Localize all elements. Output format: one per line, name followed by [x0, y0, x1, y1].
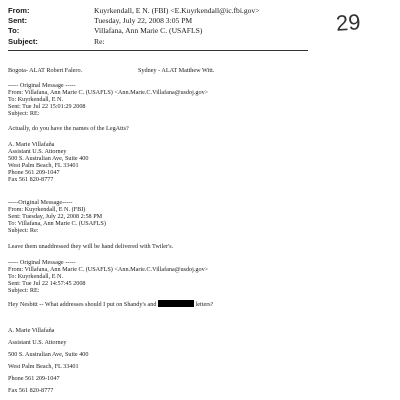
msg2-from: From: Kuyrkendall, E N. (FBI) — [8, 206, 86, 213]
msg1-from: From: Villafana, Ann Marie C. (USAFLS) <Ann.Marie.C.Villafana@usdoj.gov> — [8, 89, 209, 96]
msg1-sent: Sent: Tue Jul 22 15:01:29 2008 — [8, 103, 86, 110]
to-label: To: — [8, 26, 20, 35]
msg3-from: From: Villafana, Ann Marie C. (USAFLS) <Ann.Marie.C.Villafana@usdoj.gov> — [8, 266, 209, 273]
msg3-text-before: Hey Nesbitt -- What addresses should I put on Shandy's and — [8, 301, 157, 308]
msg1-sig-city: West Palm Beach, FL 33401 — [8, 162, 79, 169]
msg3-to: To: Kuyrkendall, E N. — [8, 273, 64, 280]
msg1-to: To: Kuyrkendall, E N. — [8, 96, 64, 103]
subject-value: Re: — [94, 37, 105, 46]
msg2-subject: Subject: Re: — [8, 227, 39, 234]
msg3-subject: Subject: RE: — [8, 287, 40, 294]
msg1-sig-phone: Phone 561 209-1047 — [8, 169, 60, 176]
msg3-sig-title: Assistant U.S. Attorney — [8, 339, 67, 346]
sent-value: Tuesday, July 22, 2008 3:05 PM — [94, 16, 193, 25]
msg3-separator: ----- Original Message ----- — [8, 259, 76, 266]
msg1-sig-street: 500 S. Australian Ave, Suite 400 — [8, 155, 89, 162]
from-label: From: — [8, 6, 30, 15]
header-divider — [8, 50, 308, 51]
msg1-sig-fax: Fax 561 820-8777 — [8, 176, 54, 183]
msg3-text — [8, 300, 213, 309]
msg1-separator: ----- Original Message ----- — [8, 82, 76, 89]
msg2-sent: Sent: Tuesday, July 22, 2008 2:58 PM — [8, 213, 103, 220]
to-value: Villafana, Ann Marie C. (USAFLS) — [94, 26, 203, 35]
msg3-sig-name: A. Marie Villafaña — [8, 327, 55, 334]
msg3-text-after: letters? — [195, 301, 214, 308]
msg1-sig-name: A. Marie Villafaña — [8, 141, 55, 148]
msg2-text: Leave them unaddressed they will be hand delivered with Twiler's. — [8, 243, 174, 250]
handwritten-page-number: 29 — [335, 9, 362, 36]
msg3-sig-street: 500 S. Australian Ave, Suite 400 — [8, 351, 89, 358]
subject-label: Subject: — [8, 37, 38, 46]
msg3-sig-city: West Palm Beach, FL 33401 — [8, 363, 79, 370]
msg3-sent: Sent: Tue Jul 22 14:57:45 2008 — [8, 280, 86, 287]
msg3-sig-fax: Fax 561 820-8777 — [8, 387, 54, 394]
intro-bogota: Bogota- ALAT Robert Falero. — [8, 67, 83, 74]
sent-label: Sent: — [8, 16, 27, 25]
intro-sydney: Sydney - ALAT Matthew Witt. — [138, 67, 215, 74]
from-value: Kuyrkendall, E N. (FBI) <E.Kuyrkendall@ic.fbi.gov> — [94, 6, 260, 15]
msg1-sig-title: Assistant U.S. Attorney — [8, 148, 67, 155]
msg1-text: Actually, do you have the names of the LegAtts? — [8, 125, 129, 132]
msg1-subject: Subject: RE: — [8, 110, 40, 117]
msg3-sig-phone: Phone 561 209-1047 — [8, 375, 60, 382]
msg2-to: To: Villafana, Ann Marie C. (USAFLS) — [8, 220, 106, 227]
msg2-separator: -----Original Message----- — [8, 199, 73, 206]
redaction-block — [158, 300, 194, 307]
